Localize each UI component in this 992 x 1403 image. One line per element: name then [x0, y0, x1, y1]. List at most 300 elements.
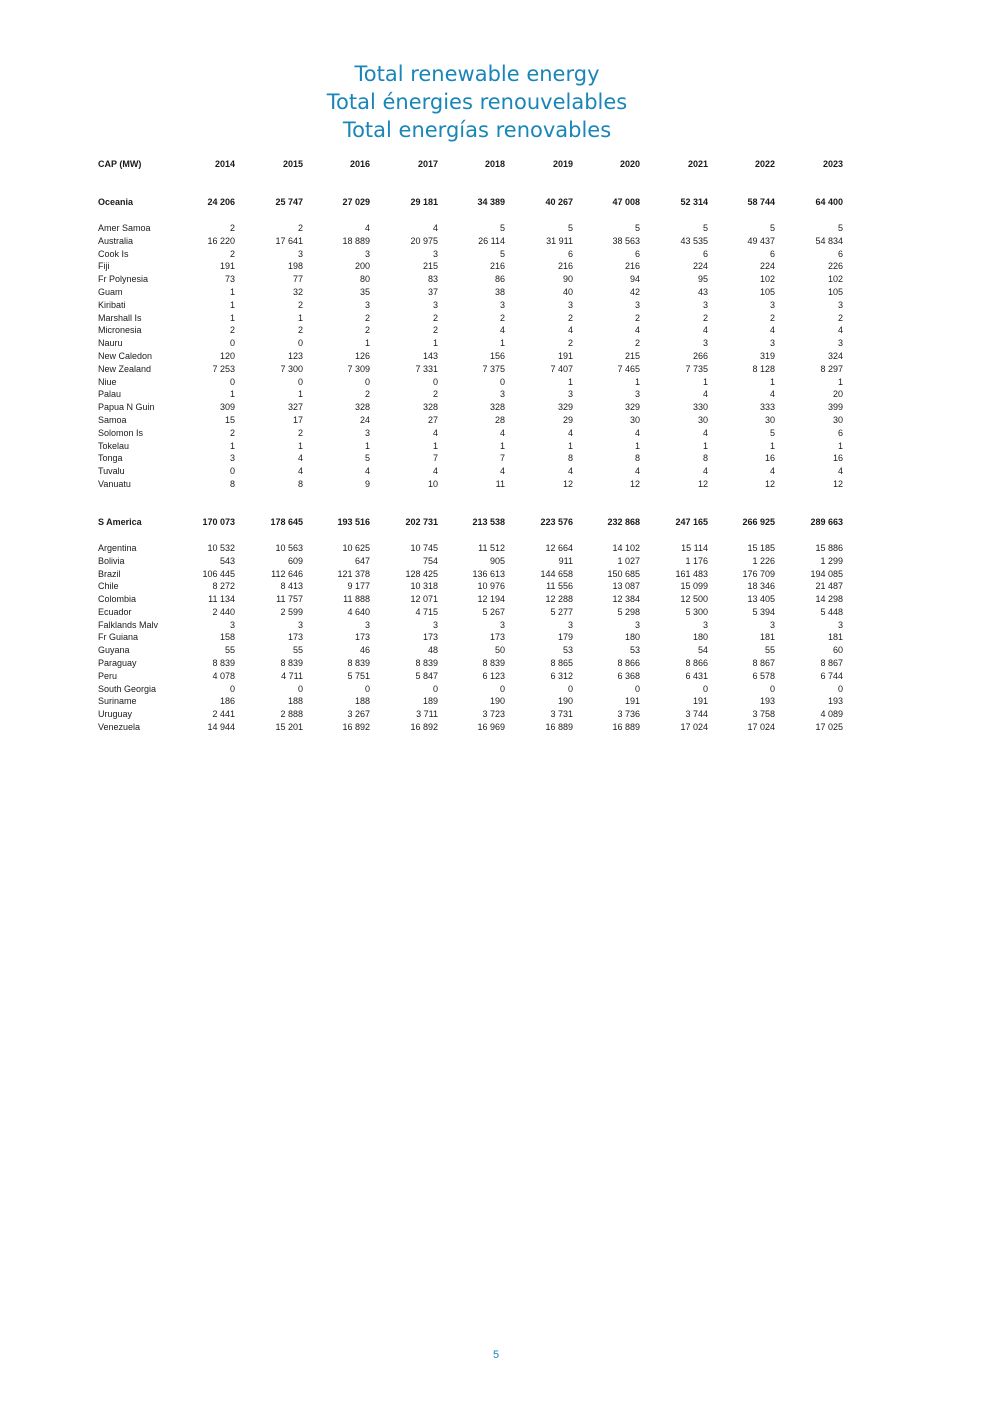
table-cell: 3 — [702, 338, 708, 349]
table-cell: 6 312 — [550, 670, 573, 681]
table-cell: 54 — [697, 645, 708, 656]
table-cell: 328 — [354, 402, 370, 413]
page-number: 5 — [492, 1349, 500, 1361]
table-cell: 8 — [297, 478, 303, 489]
table-cell: 11 556 — [546, 581, 573, 592]
table-cell: 2 — [702, 312, 708, 323]
table-cell: 4 089 — [820, 709, 843, 720]
table-row — [98, 542, 846, 555]
table-cell: 3 — [567, 619, 573, 630]
table-cell: 1 — [837, 440, 843, 451]
table-cell: 0 — [297, 683, 303, 694]
table-cell: 112 646 — [271, 568, 303, 579]
table-cell: 173 — [489, 632, 505, 643]
table-cell: 5 — [634, 222, 640, 233]
table-cell: 1 — [229, 389, 235, 400]
table-cell: 15 201 — [275, 722, 303, 733]
table-cell: 2016 — [349, 159, 370, 169]
table-cell: 3 — [432, 619, 438, 630]
table-cell: 1 — [297, 312, 303, 323]
table-cell: 4 — [769, 389, 775, 400]
table-cell: 29 — [562, 414, 573, 425]
country-name: Falklands Malv — [98, 619, 159, 630]
title-es: Total energías renovables — [342, 118, 612, 142]
table-cell: 3 — [229, 619, 235, 630]
table-cell: 4 — [297, 453, 303, 464]
table-cell: 2 — [837, 312, 843, 323]
table-cell: 170 073 — [202, 517, 235, 528]
country-name: Fiji — [98, 261, 110, 272]
table-cell: 328 — [422, 402, 438, 413]
table-cell: 55 — [224, 645, 235, 656]
table-cell: 4 — [702, 389, 708, 400]
table-cell: 911 — [558, 555, 573, 566]
table-row — [98, 606, 846, 619]
table-cell: 5 — [837, 222, 843, 233]
table-cell: 2 — [229, 222, 235, 233]
table-cell: 0 — [837, 683, 843, 694]
table-cell: 191 — [692, 696, 708, 707]
table-cell: 3 — [567, 299, 573, 310]
table-row — [98, 555, 846, 568]
table-cell: 11 134 — [208, 594, 235, 605]
table-cell: 2 440 — [212, 606, 235, 617]
table-cell: 1 — [229, 440, 235, 451]
table-cell: 11 — [495, 478, 505, 489]
table-cell: 3 267 — [347, 709, 370, 720]
table-cell: 3 — [837, 299, 843, 310]
country-name: Tonga — [98, 453, 123, 464]
table-cell: 48 — [427, 645, 438, 656]
table-row — [98, 222, 846, 235]
table-cell: 0 — [769, 683, 775, 694]
table-cell: 4 — [432, 466, 438, 477]
capacity-table — [98, 158, 846, 734]
table-cell: 3 — [432, 248, 438, 259]
table-cell: 266 — [692, 350, 708, 361]
table-cell: 7 — [432, 453, 438, 464]
table-cell: 0 — [499, 683, 505, 694]
table-cell: 1 — [499, 440, 505, 451]
table-cell: 12 071 — [410, 594, 438, 605]
table-cell: 5 — [769, 222, 775, 233]
table-cell: 12 — [697, 478, 708, 489]
table-cell: 5 — [499, 248, 505, 259]
table-row — [98, 414, 846, 427]
table-cell: 4 — [702, 466, 708, 477]
table-cell: 4 — [499, 427, 505, 438]
table-row — [98, 401, 846, 414]
table-cell: 95 — [697, 274, 708, 285]
table-cell: 30 — [629, 414, 640, 425]
table-cell: 32 — [292, 286, 303, 297]
table-cell: 3 — [567, 389, 573, 400]
table-cell: 3 — [499, 619, 505, 630]
table-cell: 224 — [759, 261, 775, 272]
table-cell: 309 — [219, 402, 235, 413]
table-cell: 4 — [634, 466, 640, 477]
table-cell: 3 — [634, 299, 640, 310]
table-row — [98, 388, 846, 401]
table-cell: 200 — [354, 261, 370, 272]
table-cell: 0 — [229, 338, 235, 349]
table-cell: 6 368 — [617, 670, 640, 681]
table-cell: 2022 — [754, 159, 775, 169]
table-cell: 2019 — [552, 159, 573, 169]
table-cell: 0 — [297, 376, 303, 387]
country-name: Uruguay — [98, 709, 133, 720]
table-cell: 189 — [422, 696, 438, 707]
country-name: Vanuatu — [98, 478, 131, 489]
table-cell: 8 128 — [752, 363, 775, 374]
country-name: Argentina — [98, 542, 137, 553]
table-cell: 105 — [759, 286, 775, 297]
table-cell: 181 — [759, 632, 775, 643]
table-cell: 55 — [292, 645, 303, 656]
row-spacer — [98, 209, 846, 222]
table-cell: 9 177 — [347, 581, 370, 592]
table-cell: 399 — [827, 402, 843, 413]
table-cell: 8 866 — [617, 658, 640, 669]
table-cell: 327 — [287, 402, 303, 413]
table-cell: 2 — [297, 299, 303, 310]
table-cell: 7 253 — [212, 363, 235, 374]
table-cell: 5 448 — [820, 606, 843, 617]
table-cell: 7 309 — [347, 363, 370, 374]
country-name: Ecuador — [98, 606, 132, 617]
table-cell: 2 — [432, 389, 438, 400]
table-cell: 10 976 — [477, 581, 505, 592]
table-cell: 2 — [432, 312, 438, 323]
row-spacer — [98, 171, 846, 197]
table-cell: 53 — [562, 645, 573, 656]
table-cell: 2021 — [687, 159, 708, 169]
table-cell: 4 078 — [212, 670, 235, 681]
table-cell: 20 975 — [410, 235, 438, 246]
table-cell: 8 — [702, 453, 708, 464]
table-cell: 7 465 — [617, 363, 640, 374]
table-cell: 190 — [557, 696, 573, 707]
table-cell: 1 — [364, 338, 370, 349]
table-cell: 8 839 — [212, 658, 235, 669]
table-cell: 2 — [297, 427, 303, 438]
table-cell: 4 — [567, 466, 573, 477]
table-cell: 136 613 — [472, 568, 505, 579]
table-cell: 55 — [764, 645, 775, 656]
table-cell: 35 — [359, 286, 370, 297]
table-cell: 5 — [567, 222, 573, 233]
table-cell: 754 — [422, 555, 438, 566]
table-cell: 21 487 — [815, 581, 843, 592]
table-cell: 1 — [769, 376, 775, 387]
table-cell: 18 346 — [747, 581, 775, 592]
table-row — [98, 248, 846, 261]
table-cell: 216 — [557, 261, 573, 272]
table-cell: 17 025 — [815, 722, 843, 733]
table-cell: 102 — [827, 274, 843, 285]
table-cell: 16 889 — [545, 722, 573, 733]
table-cell: 1 — [432, 440, 438, 451]
table-cell: 1 226 — [752, 555, 775, 566]
table-cell: 4 — [702, 325, 708, 336]
table-cell: 179 — [557, 632, 573, 643]
header-label: CAP (MW) — [98, 159, 142, 169]
table-cell: 1 027 — [617, 555, 640, 566]
table-cell: 14 298 — [815, 594, 843, 605]
table-cell: 86 — [494, 274, 505, 285]
table-cell: 37 — [427, 286, 438, 297]
table-row — [98, 324, 846, 337]
table-cell: 905 — [489, 555, 505, 566]
country-name: Australia — [98, 235, 134, 246]
table-row — [98, 427, 846, 440]
table-cell: 42 — [629, 286, 640, 297]
table-cell: 3 723 — [482, 709, 505, 720]
table-cell: 193 516 — [337, 517, 370, 528]
table-cell: 15 114 — [681, 542, 708, 553]
table-cell: 4 — [769, 325, 775, 336]
table-cell: 2 — [229, 427, 235, 438]
table-cell: 17 024 — [747, 722, 775, 733]
table-cell: 16 — [832, 453, 843, 464]
table-cell: 329 — [557, 402, 573, 413]
region-name: S America — [98, 517, 142, 528]
table-cell: 333 — [759, 402, 775, 413]
table-cell: 0 — [229, 683, 235, 694]
table-cell: 18 889 — [342, 235, 370, 246]
table-cell: 16 220 — [207, 235, 235, 246]
table-cell: 0 — [567, 683, 573, 694]
table-cell: 2 — [567, 312, 573, 323]
country-name: Cook Is — [98, 248, 129, 259]
table-cell: 5 — [364, 453, 370, 464]
table-cell: 8 272 — [212, 581, 235, 592]
table-cell: 1 — [297, 440, 303, 451]
table-cell: 5 — [702, 222, 708, 233]
table-row — [98, 286, 846, 299]
table-cell: 3 — [499, 299, 505, 310]
table-cell: 7 375 — [482, 363, 505, 374]
table-cell: 24 — [359, 414, 370, 425]
country-name: Solomon Is — [98, 427, 144, 438]
table-cell: 1 — [837, 376, 843, 387]
table-cell: 1 — [229, 286, 235, 297]
country-name: Palau — [98, 389, 122, 400]
table-cell: 1 — [769, 440, 775, 451]
table-cell: 40 — [562, 286, 573, 297]
region-name: Oceania — [98, 197, 134, 208]
table-cell: 50 — [494, 645, 505, 656]
table-cell: 15 — [224, 414, 235, 425]
table-cell: 8 865 — [550, 658, 573, 669]
table-cell: 4 — [567, 427, 573, 438]
table-cell: 2015 — [282, 159, 303, 169]
table-cell: 5 300 — [685, 606, 708, 617]
table-cell: 2 — [432, 325, 438, 336]
table-cell: 2 — [634, 312, 640, 323]
table-cell: 6 744 — [820, 670, 843, 681]
table-cell: 1 — [364, 440, 370, 451]
table-row — [98, 580, 846, 593]
country-name: Suriname — [98, 696, 137, 707]
table-cell: 1 176 — [685, 555, 708, 566]
table-cell: 12 — [832, 478, 843, 489]
table-cell: 5 751 — [347, 670, 370, 681]
table-cell: 6 — [837, 248, 843, 259]
table-cell: 266 925 — [742, 517, 775, 528]
table-cell: 223 576 — [540, 517, 573, 528]
table-cell: 7 — [499, 453, 505, 464]
table-cell: 2 — [499, 312, 505, 323]
table-cell: 30 — [832, 414, 843, 425]
table-cell: 2 — [634, 338, 640, 349]
table-cell: 30 — [764, 414, 775, 425]
table-row — [98, 683, 846, 696]
table-row — [98, 452, 846, 465]
table-cell: 226 — [827, 261, 843, 272]
table-cell: 47 008 — [612, 197, 640, 208]
table-cell: 247 165 — [675, 517, 708, 528]
country-name: Kiribati — [98, 299, 126, 310]
table-cell: 2 441 — [212, 709, 235, 720]
table-cell: 213 538 — [472, 517, 505, 528]
table-cell: 46 — [359, 645, 370, 656]
table-cell: 2 — [364, 312, 370, 323]
table-cell: 126 — [354, 350, 370, 361]
table-cell: 4 — [837, 466, 843, 477]
table-cell: 4 — [702, 427, 708, 438]
table-cell: 181 — [827, 632, 843, 643]
table-cell: 12 664 — [545, 542, 573, 553]
table-cell: 2018 — [484, 159, 505, 169]
table-cell: 16 — [764, 453, 775, 464]
table-cell: 216 — [489, 261, 505, 272]
page-titles — [0, 60, 954, 144]
table-cell: 1 — [702, 440, 708, 451]
table-cell: 0 — [229, 466, 235, 477]
table-row — [98, 619, 846, 632]
table-cell: 150 685 — [607, 568, 640, 579]
table-cell: 10 563 — [275, 542, 303, 553]
table-cell: 1 — [229, 312, 235, 323]
table-row — [98, 350, 846, 363]
table-cell: 4 715 — [415, 606, 438, 617]
table-row — [98, 299, 846, 312]
table-cell: 5 267 — [482, 606, 505, 617]
table-cell: 12 500 — [680, 594, 708, 605]
table-cell: 1 299 — [820, 555, 843, 566]
table-cell: 14 944 — [207, 722, 235, 733]
table-cell: 7 735 — [685, 363, 708, 374]
table-cell: 0 — [702, 683, 708, 694]
table-cell: 3 — [364, 619, 370, 630]
table-row — [98, 465, 846, 478]
table-cell: 3 — [837, 619, 843, 630]
country-name: Paraguay — [98, 658, 137, 669]
table-cell: 25 747 — [275, 197, 303, 208]
country-name: Guam — [98, 286, 123, 297]
table-cell: 5 394 — [752, 606, 775, 617]
country-name: Brazil — [98, 568, 121, 579]
table-cell: 2 — [769, 312, 775, 323]
table-cell: 15 185 — [747, 542, 775, 553]
table-cell: 191 — [219, 261, 235, 272]
table-cell: 188 — [287, 696, 303, 707]
table-cell: 609 — [287, 555, 303, 566]
table-cell: 5 847 — [415, 670, 438, 681]
table-cell: 15 886 — [815, 542, 843, 553]
table-row — [98, 644, 846, 657]
table-cell: 5 277 — [550, 606, 573, 617]
table-cell: 3 744 — [685, 709, 708, 720]
country-name: Micronesia — [98, 325, 142, 336]
country-name: Niue — [98, 376, 117, 387]
table-cell: 0 — [499, 376, 505, 387]
table-cell: 8 — [229, 478, 235, 489]
table-row — [98, 478, 846, 491]
table-cell: 0 — [432, 376, 438, 387]
table-cell: 10 625 — [342, 542, 370, 553]
country-name: Peru — [98, 670, 118, 681]
table-cell: 3 — [837, 338, 843, 349]
table-cell: 8 867 — [820, 658, 843, 669]
table-cell: 5 — [499, 222, 505, 233]
table-cell: 2 — [229, 248, 235, 259]
table-cell: 12 288 — [545, 594, 573, 605]
table-cell: 161 483 — [675, 568, 708, 579]
table-cell: 3 — [769, 619, 775, 630]
table-cell: 324 — [827, 350, 843, 361]
title-fr: Total énergies renouvelables — [326, 90, 628, 114]
table-cell: 10 318 — [410, 581, 438, 592]
table-cell: 329 — [624, 402, 640, 413]
table-cell: 43 — [697, 286, 708, 297]
table-cell: 16 892 — [410, 722, 438, 733]
table-cell: 4 — [432, 222, 438, 233]
table-cell: 17 024 — [680, 722, 708, 733]
table-cell: 1 — [702, 376, 708, 387]
table-cell: 1 — [634, 376, 640, 387]
table-row — [98, 273, 846, 286]
table-cell: 289 663 — [810, 517, 843, 528]
table-cell: 3 — [769, 338, 775, 349]
table-row — [98, 235, 846, 248]
table-cell: 3 — [364, 299, 370, 310]
table-cell: 4 640 — [347, 606, 370, 617]
country-name: Samoa — [98, 414, 127, 425]
table-cell: 52 314 — [680, 197, 708, 208]
table-cell: 8 — [634, 453, 640, 464]
country-name: Papua N Guin — [98, 402, 155, 413]
table-row — [98, 708, 846, 721]
table-cell: 6 — [769, 248, 775, 259]
table-cell: 34 389 — [477, 197, 505, 208]
table-row — [98, 260, 846, 273]
table-cell: 2020 — [619, 159, 640, 169]
table-cell: 4 — [364, 466, 370, 477]
table-cell: 0 — [229, 376, 235, 387]
table-cell: 10 — [427, 478, 438, 489]
table-cell: 144 658 — [540, 568, 573, 579]
table-cell: 83 — [427, 274, 438, 285]
table-cell: 193 — [759, 696, 775, 707]
table-cell: 6 — [837, 427, 843, 438]
table-cell: 3 736 — [617, 709, 640, 720]
table-row — [98, 363, 846, 376]
table-cell: 3 — [769, 299, 775, 310]
table-cell: 121 378 — [337, 568, 370, 579]
table-cell: 1 — [634, 440, 640, 451]
